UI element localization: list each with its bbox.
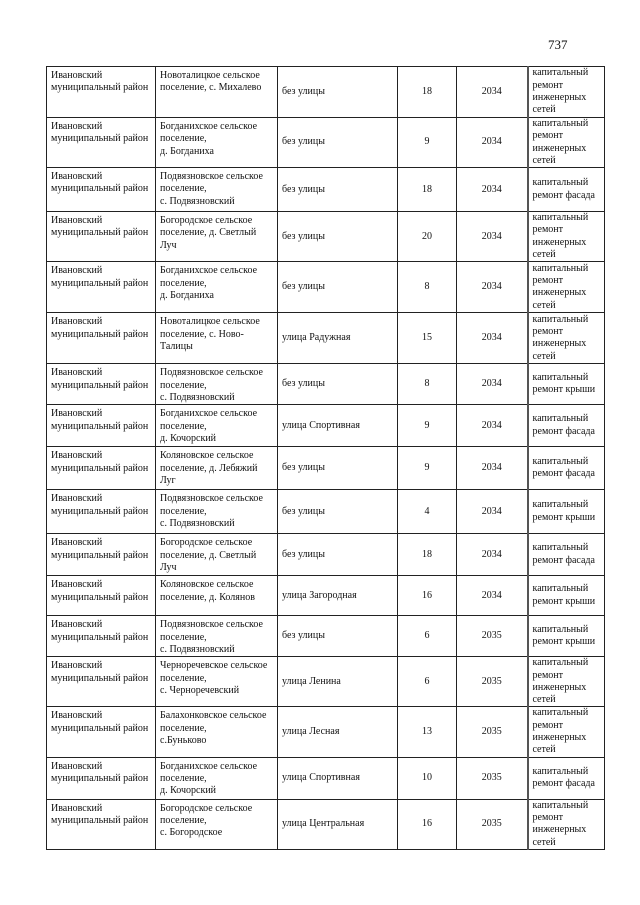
street-cell-text: без улицы bbox=[282, 230, 325, 242]
settlement-cell-text: Новоталицкое сельское поселение, с. Михалево bbox=[160, 70, 262, 94]
settlement-cell-text: Подвязновское сельское поселение, с. Подвязновский bbox=[160, 493, 263, 529]
count-cell-text: 10 bbox=[422, 771, 432, 783]
count-cell bbox=[398, 657, 457, 707]
street-cell bbox=[278, 118, 398, 168]
settlement-cell-text: Богородское сельское поселение, д. Светлый Луч bbox=[160, 215, 257, 251]
settlement-cell-text: Подвязновское сельское поселение, с. Подвязновский bbox=[160, 367, 263, 403]
year-cell-text: 2035 bbox=[481, 675, 502, 687]
table-row bbox=[47, 67, 605, 118]
year-cell bbox=[457, 757, 528, 799]
count-cell bbox=[398, 490, 457, 534]
year-cell-text: 2034 bbox=[481, 183, 502, 195]
settlement-cell-text: Богданихское сельское поселение, д. Кочорский bbox=[160, 408, 258, 444]
year-cell-text: 2035 bbox=[481, 771, 502, 783]
year-cell bbox=[457, 707, 528, 757]
table-row bbox=[47, 657, 605, 707]
district-cell-text: Ивановский муниципальный район bbox=[51, 121, 149, 145]
district-cell-text: Ивановский муниципальный район bbox=[51, 760, 149, 784]
year-cell bbox=[457, 168, 528, 212]
work-type-cell bbox=[528, 118, 605, 168]
year-cell bbox=[457, 799, 528, 849]
table-row bbox=[47, 118, 605, 168]
settlement-cell bbox=[156, 364, 278, 405]
street-cell-text: улица Загородная bbox=[282, 589, 357, 601]
count-cell bbox=[398, 405, 457, 447]
year-cell-text: 2034 bbox=[481, 332, 502, 344]
year-cell-text: 2034 bbox=[481, 419, 502, 431]
street-cell-text: без улицы bbox=[282, 281, 325, 293]
count-cell bbox=[398, 757, 457, 799]
count-cell bbox=[398, 364, 457, 405]
work-type-cell bbox=[528, 490, 605, 534]
street-cell-text: без улицы bbox=[282, 630, 325, 642]
year-cell-text: 2034 bbox=[481, 230, 502, 242]
work-type-cell-text: капитальный ремонт фасада bbox=[532, 455, 595, 480]
table-row bbox=[47, 168, 605, 212]
district-cell-text: Ивановский муниципальный район bbox=[51, 619, 149, 643]
settlement-cell bbox=[156, 405, 278, 447]
count-cell-text: 8 bbox=[424, 281, 430, 293]
work-type-cell bbox=[528, 405, 605, 447]
settlement-cell bbox=[156, 576, 278, 616]
table-row bbox=[47, 707, 605, 757]
settlement-cell bbox=[156, 534, 278, 576]
year-cell bbox=[457, 118, 528, 168]
year-cell-text: 2034 bbox=[481, 589, 502, 601]
district-cell bbox=[47, 212, 156, 262]
count-cell bbox=[398, 534, 457, 576]
count-cell-text: 9 bbox=[424, 462, 430, 474]
street-cell-text: без улицы bbox=[282, 548, 325, 560]
street-cell-text: без улицы bbox=[282, 378, 325, 390]
year-cell bbox=[457, 447, 528, 490]
settlement-cell bbox=[156, 262, 278, 313]
street-cell-text: улица Спортивная bbox=[282, 771, 360, 783]
year-cell bbox=[457, 212, 528, 262]
count-cell-text: 18 bbox=[422, 548, 432, 560]
work-type-cell bbox=[528, 576, 605, 616]
district-cell bbox=[47, 576, 156, 616]
count-cell-text: 13 bbox=[422, 725, 432, 737]
settlement-cell-text: Богданихское сельское поселение, д. Кочорский bbox=[160, 760, 258, 797]
table-row bbox=[47, 405, 605, 447]
work-type-cell bbox=[528, 212, 605, 262]
street-cell-text: улица Спортивная bbox=[282, 419, 360, 431]
district-cell bbox=[47, 490, 156, 534]
year-cell-text: 2034 bbox=[481, 136, 502, 148]
district-cell bbox=[47, 757, 156, 799]
work-type-cell bbox=[528, 313, 605, 364]
count-cell-text: 20 bbox=[422, 230, 432, 242]
street-cell bbox=[278, 364, 398, 405]
settlement-cell-text: Новоталицкое сельское поселение, с. Ново-Талицы bbox=[160, 316, 260, 352]
district-cell-text: Ивановский муниципальный район bbox=[51, 579, 149, 603]
street-cell-text: без улицы bbox=[282, 183, 325, 195]
street-cell bbox=[278, 576, 398, 616]
work-type-cell-text: капитальный ремонт крыши bbox=[532, 372, 596, 396]
district-cell-text: Ивановский муниципальный район bbox=[51, 367, 149, 391]
count-cell-text: 18 bbox=[422, 183, 432, 195]
district-cell bbox=[47, 707, 156, 757]
work-type-cell bbox=[528, 67, 605, 118]
work-type-cell bbox=[528, 364, 605, 405]
work-type-cell-text: капитальный ремонт инженерных сетей bbox=[532, 212, 589, 261]
street-cell bbox=[278, 447, 398, 490]
settlement-cell bbox=[156, 799, 278, 849]
street-cell bbox=[278, 490, 398, 534]
street-cell-text: улица Ленина bbox=[282, 675, 341, 687]
work-type-cell bbox=[528, 447, 605, 490]
district-cell bbox=[47, 364, 156, 405]
count-cell bbox=[398, 118, 457, 168]
year-cell-text: 2034 bbox=[481, 281, 502, 293]
count-cell-text: 6 bbox=[424, 675, 430, 687]
page-number: 737 bbox=[548, 37, 568, 52]
street-cell-text: улица Радужная bbox=[282, 332, 351, 344]
settlement-cell bbox=[156, 118, 278, 168]
district-cell-text: Ивановский муниципальный район bbox=[51, 450, 149, 474]
work-type-cell-text: капитальный ремонт инженерных сетей bbox=[532, 799, 589, 848]
settlement-cell bbox=[156, 707, 278, 757]
work-type-cell-text: капитальный ремонт инженерных сетей bbox=[532, 67, 589, 116]
work-type-cell bbox=[528, 657, 605, 707]
year-cell-text: 2034 bbox=[481, 85, 502, 97]
street-cell bbox=[278, 757, 398, 799]
work-type-cell-text: капитальный ремонт инженерных сетей bbox=[532, 657, 589, 706]
year-cell-text: 2034 bbox=[481, 505, 502, 517]
table-row bbox=[47, 490, 605, 534]
year-cell bbox=[457, 364, 528, 405]
count-cell-text: 6 bbox=[424, 630, 430, 642]
count-cell-text: 8 bbox=[424, 378, 430, 390]
district-cell bbox=[47, 534, 156, 576]
count-cell-text: 18 bbox=[422, 85, 432, 97]
table-row bbox=[47, 262, 605, 313]
district-cell-text: Ивановский муниципальный район bbox=[51, 493, 149, 517]
table-row bbox=[47, 447, 605, 490]
district-cell-text: Ивановский муниципальный район bbox=[51, 660, 149, 684]
count-cell bbox=[398, 616, 457, 657]
street-cell bbox=[278, 67, 398, 118]
street-cell bbox=[278, 707, 398, 757]
street-cell bbox=[278, 262, 398, 313]
street-cell bbox=[278, 313, 398, 364]
district-cell bbox=[47, 262, 156, 313]
table-row bbox=[47, 757, 605, 799]
count-cell bbox=[398, 447, 457, 490]
settlement-cell bbox=[156, 168, 278, 212]
work-type-cell bbox=[528, 799, 605, 849]
year-cell bbox=[457, 405, 528, 447]
district-cell-text: Ивановский муниципальный район bbox=[51, 215, 149, 239]
street-cell-text: без улицы bbox=[282, 136, 325, 148]
count-cell-text: 9 bbox=[424, 136, 430, 148]
settlement-cell-text: Коляновское сельское поселение, д. Лебяжий Луг bbox=[160, 450, 258, 486]
year-cell bbox=[457, 616, 528, 657]
year-cell bbox=[457, 313, 528, 364]
district-cell bbox=[47, 313, 156, 364]
district-cell bbox=[47, 616, 156, 657]
settlement-cell bbox=[156, 757, 278, 799]
street-cell bbox=[278, 212, 398, 262]
year-cell-text: 2034 bbox=[481, 378, 502, 390]
district-cell-text: Ивановский муниципальный район bbox=[51, 171, 149, 195]
work-type-cell bbox=[528, 707, 605, 757]
settlement-cell bbox=[156, 67, 278, 118]
street-cell bbox=[278, 405, 398, 447]
year-cell bbox=[457, 262, 528, 313]
year-cell bbox=[457, 490, 528, 534]
count-cell-text: 4 bbox=[424, 505, 430, 517]
district-cell bbox=[47, 168, 156, 212]
district-cell-text: Ивановский муниципальный район bbox=[51, 408, 149, 432]
settlement-cell bbox=[156, 313, 278, 364]
year-cell bbox=[457, 657, 528, 707]
year-cell-text: 2034 bbox=[481, 462, 502, 474]
settlement-cell-text: Балахонковское сельское поселение, с.Буньково bbox=[160, 710, 267, 747]
year-cell-text: 2035 bbox=[481, 818, 502, 830]
year-cell bbox=[457, 67, 528, 118]
work-type-cell-text: капитальный ремонт инженерных сетей bbox=[532, 313, 589, 362]
district-cell-text: Ивановский муниципальный район bbox=[51, 802, 149, 826]
street-cell-text: улица Центральная bbox=[282, 818, 365, 830]
table-row bbox=[47, 313, 605, 364]
work-type-cell-text: капитальный ремонт фасада bbox=[532, 413, 595, 437]
work-type-cell-text: капитальный ремонт крыши bbox=[532, 623, 596, 648]
settlement-cell bbox=[156, 212, 278, 262]
work-type-cell bbox=[528, 757, 605, 799]
year-cell-text: 2035 bbox=[481, 630, 502, 642]
count-cell bbox=[398, 168, 457, 212]
district-cell-text: Ивановский муниципальный район bbox=[51, 537, 149, 561]
street-cell-text: без улицы bbox=[282, 462, 325, 474]
table-row bbox=[47, 576, 605, 616]
work-type-cell-text: капитальный ремонт крыши bbox=[532, 499, 596, 523]
district-cell-text: Ивановский муниципальный район bbox=[51, 70, 149, 94]
settlement-cell-text: Богородское сельское поселение, с. Богородское bbox=[160, 802, 253, 839]
work-type-cell-text: капитальный ремонт инженерных сетей bbox=[532, 118, 589, 166]
settlement-cell-text: Богородское сельское поселение, д. Светлый Луч bbox=[160, 537, 257, 573]
table-row bbox=[47, 212, 605, 262]
district-cell bbox=[47, 118, 156, 168]
street-cell-text: без улицы bbox=[282, 505, 325, 517]
street-cell bbox=[278, 534, 398, 576]
street-cell bbox=[278, 657, 398, 707]
year-cell bbox=[457, 576, 528, 616]
count-cell-text: 9 bbox=[424, 419, 430, 431]
district-cell bbox=[47, 405, 156, 447]
street-cell bbox=[278, 168, 398, 212]
settlement-cell-text: Богданихское сельское поселение, д. Богданиха bbox=[160, 265, 258, 301]
street-cell bbox=[278, 616, 398, 657]
work-type-cell-text: капитальный ремонт фасада bbox=[532, 542, 595, 566]
work-type-cell bbox=[528, 534, 605, 576]
settlement-cell bbox=[156, 447, 278, 490]
count-cell-text: 15 bbox=[422, 332, 432, 344]
settlement-cell bbox=[156, 490, 278, 534]
settlement-cell-text: Подвязновское сельское поселение, с. Подвязновский bbox=[160, 619, 263, 655]
district-cell bbox=[47, 799, 156, 849]
district-cell-text: Ивановский муниципальный район bbox=[51, 316, 149, 340]
year-cell-text: 2034 bbox=[481, 548, 502, 560]
district-cell bbox=[47, 447, 156, 490]
settlement-cell-text: Подвязновское сельское поселение, с. Подвязновский bbox=[160, 171, 263, 207]
district-cell bbox=[47, 657, 156, 707]
table-body bbox=[47, 67, 605, 850]
work-type-cell-text: капитальный ремонт инженерных сетей bbox=[532, 707, 589, 756]
work-type-cell-text: капитальный ремонт крыши bbox=[532, 583, 596, 607]
count-cell-text: 16 bbox=[422, 589, 432, 601]
table-row bbox=[47, 534, 605, 576]
count-cell bbox=[398, 313, 457, 364]
work-type-cell bbox=[528, 262, 605, 313]
count-cell-text: 16 bbox=[422, 818, 432, 830]
year-cell bbox=[457, 534, 528, 576]
count-cell bbox=[398, 262, 457, 313]
settlement-cell-text: Богданихское сельское поселение, д. Богданиха bbox=[160, 121, 258, 157]
work-type-cell bbox=[528, 168, 605, 212]
work-type-cell-text: капитальный ремонт фасада bbox=[532, 177, 595, 201]
work-type-cell bbox=[528, 616, 605, 657]
count-cell bbox=[398, 212, 457, 262]
district-cell-text: Ивановский муниципальный район bbox=[51, 265, 149, 289]
count-cell bbox=[398, 707, 457, 757]
table-row bbox=[47, 616, 605, 657]
street-cell-text: улица Лесная bbox=[282, 725, 340, 737]
count-cell bbox=[398, 67, 457, 118]
works-table bbox=[46, 66, 605, 850]
settlement-cell bbox=[156, 657, 278, 707]
street-cell bbox=[278, 799, 398, 849]
street-cell-text: без улицы bbox=[282, 85, 325, 97]
work-type-cell-text: капитальный ремонт фасада bbox=[532, 765, 595, 790]
year-cell-text: 2035 bbox=[481, 725, 502, 737]
work-type-cell-text: капитальный ремонт инженерных сетей bbox=[532, 262, 589, 311]
district-cell-text: Ивановский муниципальный район bbox=[51, 710, 149, 734]
district-cell bbox=[47, 67, 156, 118]
settlement-cell bbox=[156, 616, 278, 657]
count-cell bbox=[398, 576, 457, 616]
table-row bbox=[47, 364, 605, 405]
table-row bbox=[47, 799, 605, 849]
settlement-cell-text: Коляновское сельское поселение, д. Колянов bbox=[160, 579, 255, 603]
settlement-cell-text: Черноречевское сельское поселение, с. Черноречевский bbox=[160, 660, 268, 696]
count-cell bbox=[398, 799, 457, 849]
